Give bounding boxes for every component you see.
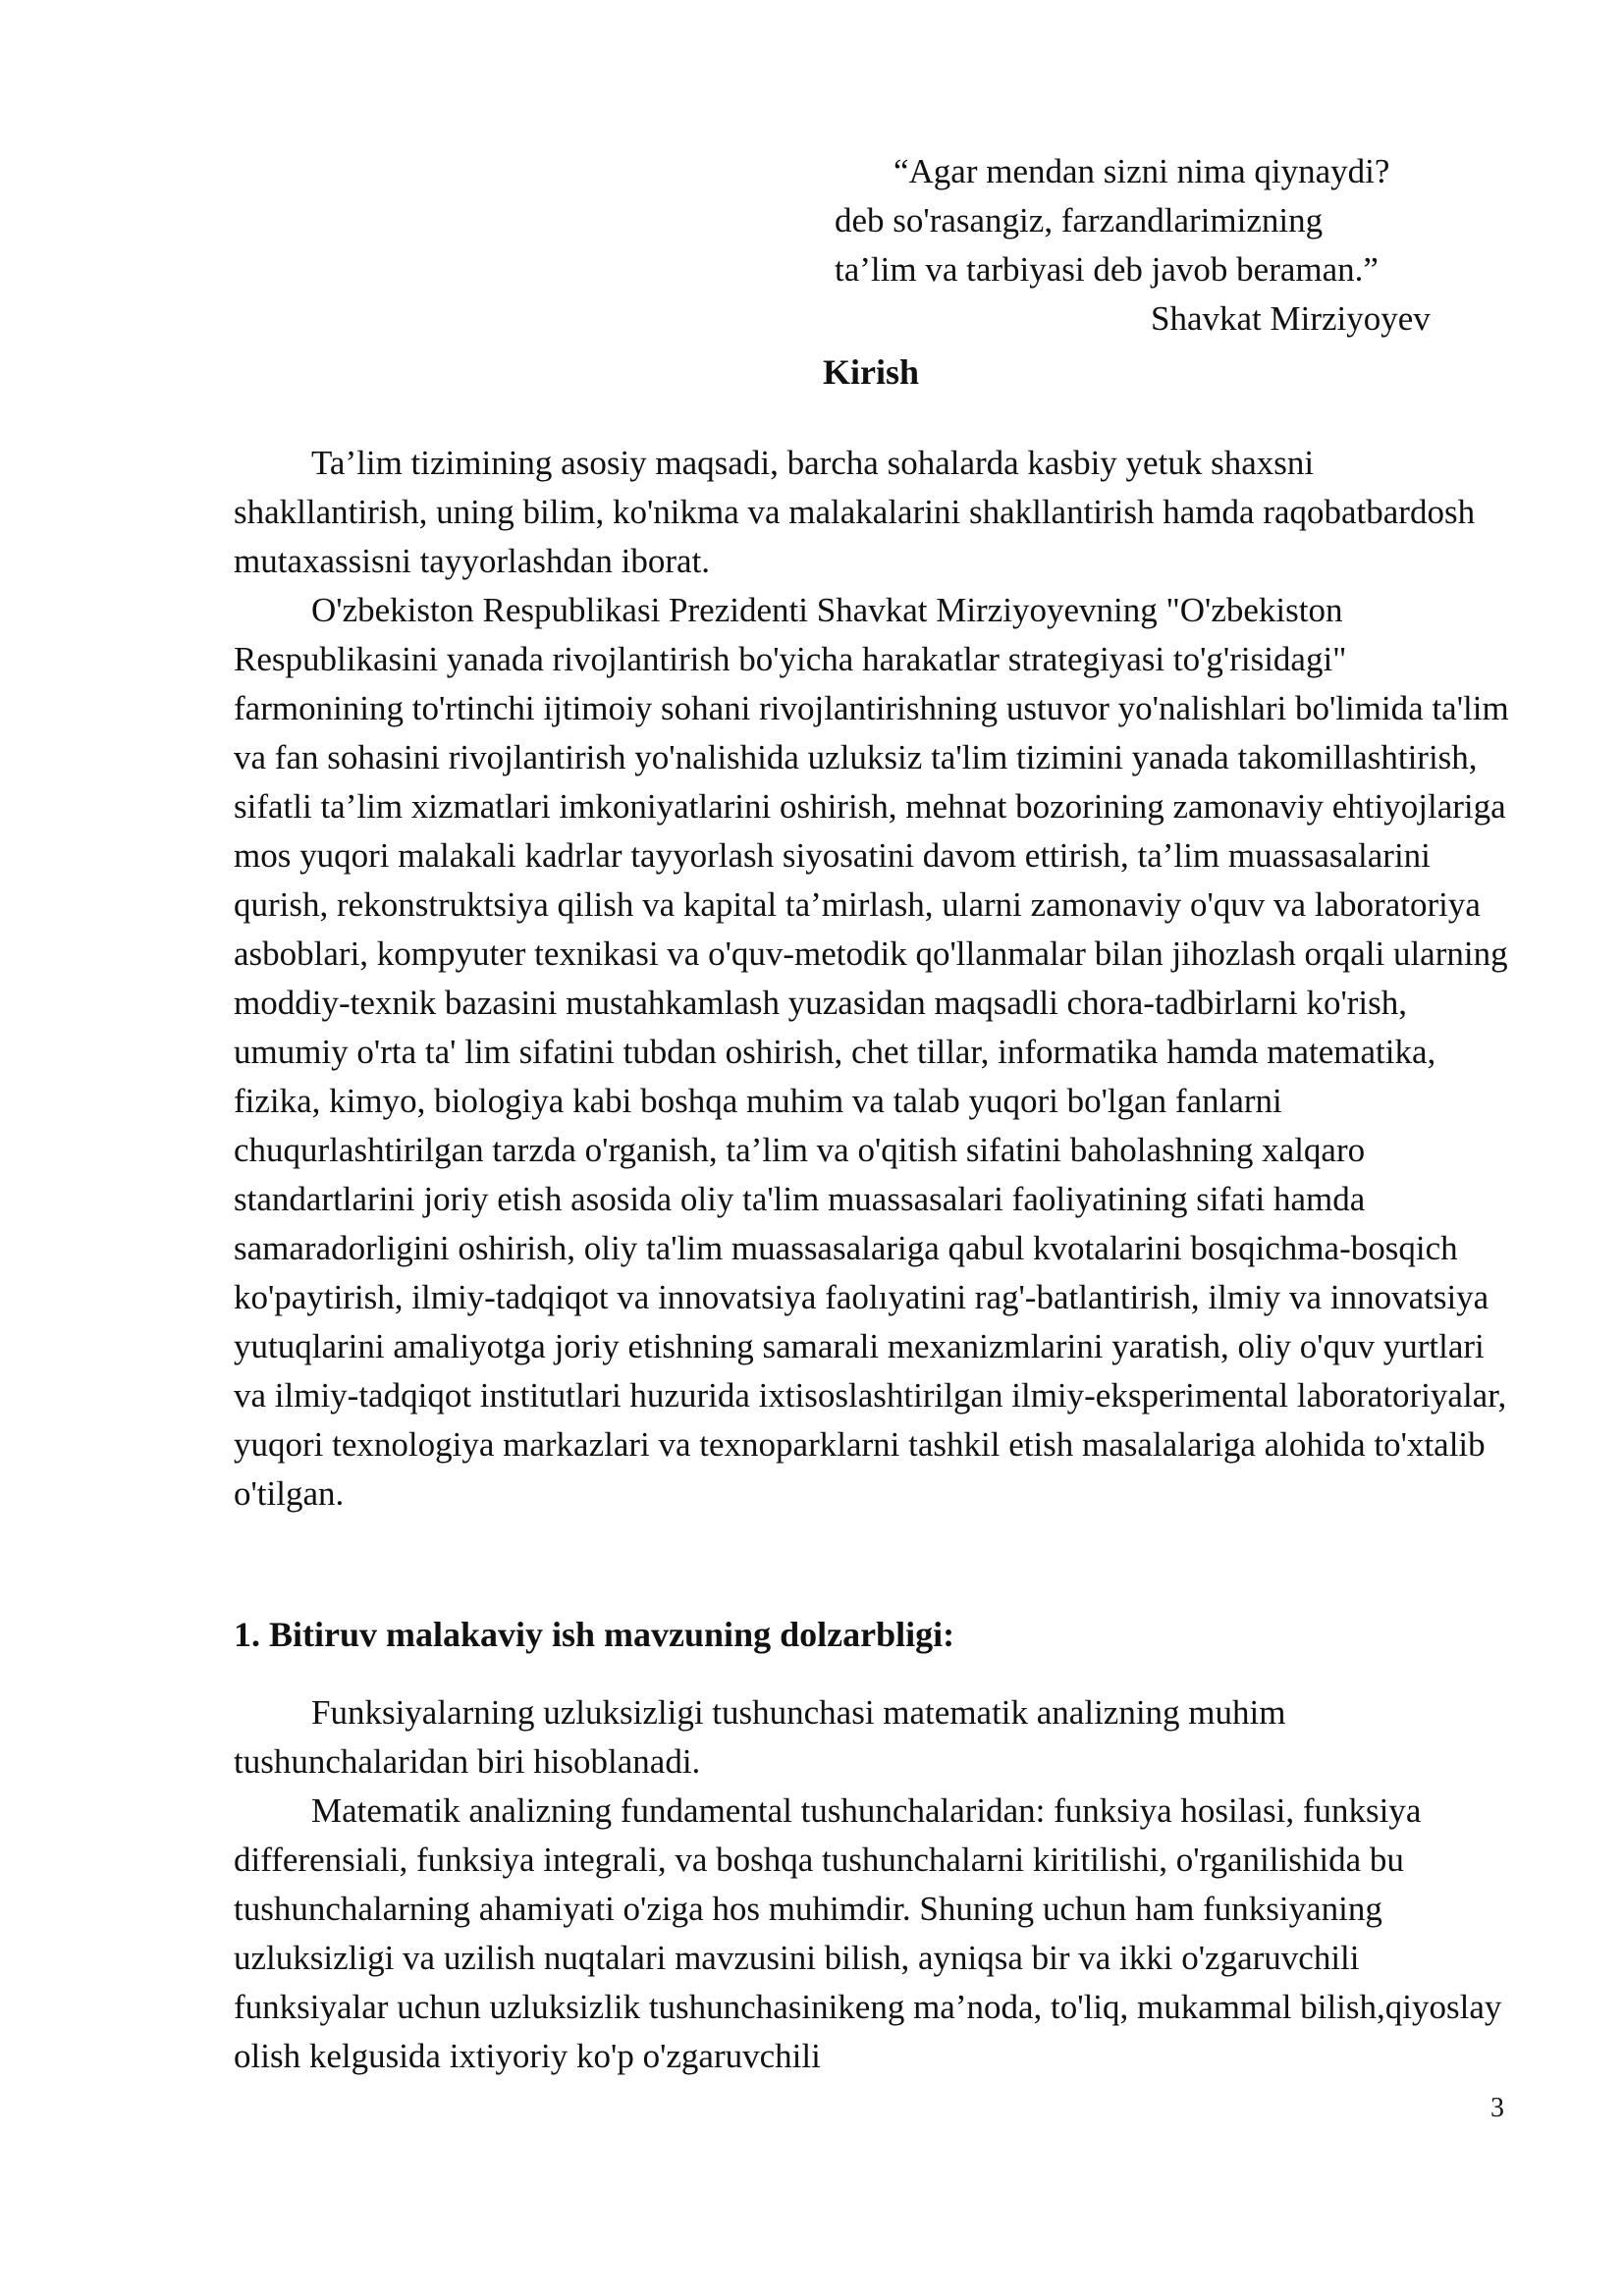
- section-paragraph-1: Funksiyalarning uzluksizligi tushunchasi matematik analizning muhim tushunchalaridan biri hisoblanadi.: [234, 1693, 1286, 1781]
- section-text: [234, 1688, 1510, 2081]
- section-title: 1. Bitiruv malakaviy ish mavzuning dolzarbligi:: [234, 1615, 955, 1654]
- epigraph-line-1: “Agar mendan sizni nima qiynaydi?: [893, 152, 1390, 190]
- intro-paragraph-2: O'zbekiston Respublikasi Prezidenti Shavkat Mirziyoyevning "O'zbekiston Respublikasini yanada rivojlantirish bo'yicha harakatlar strategiyasi to'g'risidagi" farmonining to'rtinchi ijtimoiy sohani rivojlantirishning ustuvor yo'nalishlari bo'limida ta'lim va fan sohasini rivojlantirish yo'nalishida uzluksiz ta'lim tizimini yanada takomillashtirish, sifatli ta’lim xizmatlari imkoniyatlarini oshirish, mehnat bozorining zamonaviy ehtiyojlariga mos yuqori malakali kadrlar tayyorlash siyosatini davom ettirish, ta’lim muassasalarini qurish, rekonstruktsiya qilish va kapital ta’mirlash, ularni zamonaviy o'quv va laboratoriya asboblari, kompyuter texnikasi va o'quv-metodik qo'llanmalar bilan jihozlash orqali ularning moddiy-texnik bazasini mustahkamlash yuzasidan maqsadli chora-tadbirlarni ko'rish, umumiy o'rta ta' lim sifatini tubdan oshirish, chet tillar, informatika hamda matematika, fizika, kimyo, biologiya kabi boshqa muhim va talab yuqori bo'lgan fanlarni chuqurlashtirilgan tarzda o'rganish, ta’lim va o'qitish sifatini baholashning xalqaro standartlarini joriy etish asosida oliy ta'lim muassasalari faoliyatining sifati hamda samaradorligini oshirish, oliy ta'lim muassasalariga qabul kvotalarini bosqichma-bosqich ko'paytirish, ilmiy-tadqiqot va innovatsiya faolıyatini rag'-batlantirish, ilmiy va innovatsiya yutuqlarini amaliyotga joriy etishning samarali mexanizmlarini yaratish, oliy o'quv yurtlari va ilmiy-tadqiqot institutlari huzurida ixtisoslashtirilgan ilmiy-eksperimental laboratoriyalar, yuqori texnologiya markazlari va texnoparklarni tashkil etish masalalariga alohida to'xtalib o'tilgan.: [234, 591, 1509, 1513]
- intro-paragraph-1: Ta’lim tizimining asosiy maqsadi, barcha sohalarda kasbiy yetuk shaxsni shakllantirish, uning bilim, ko'nikma va malakalarini shakllantirish hamda raqobatbardosh mutaxassisni tayyorlashdan iborat.: [234, 444, 1476, 580]
- intro-text: [234, 439, 1510, 1519]
- page-heading: Kirish: [823, 352, 920, 392]
- epigraph-line-2: deb so'rasangiz, farzandlarimizning: [835, 201, 1324, 240]
- page-number: 3: [1490, 2093, 1504, 2123]
- epigraph-author: Shavkat Mirziyoyev: [1151, 299, 1431, 338]
- epigraph-line-3: ta’lim va tarbiyasi deb javob beraman.”: [835, 250, 1379, 289]
- section-paragraph-2: Matematik analizning fundamental tushunchalaridan: funksiya hosilasi, funksiya differensiali, funksiya integrali, va boshqa tushunchalarni kiritilishi, o'rganilishida bu tushunchalarning ahamiyati o'ziga hos muhimdir. Shuning uchun ham funksiyaning uzluksizligi va uzilish nuqtalari mavzusini bilish, ayniqsa bir va ikki o'zgaruvchili funksiyalar uchun uzluksizlik tushunchasinikeng ma’noda, to'liq, mukammal bilish,qiyoslay olish kelgusida ixtiyoriy ko'p o'zgaruvchili: [234, 1791, 1502, 2075]
